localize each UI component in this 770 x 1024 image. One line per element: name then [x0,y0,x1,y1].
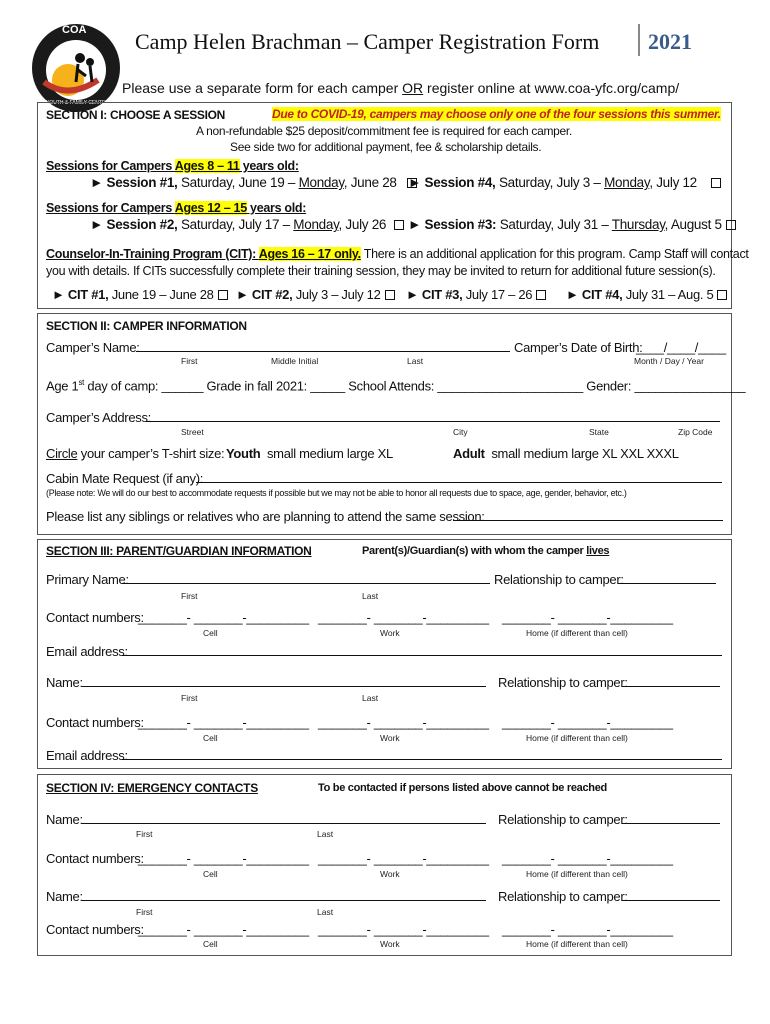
emergency-name-label: Name: [46,812,83,827]
siblings-field[interactable] [453,510,723,521]
work-caption: Work [380,869,400,879]
cit-2-checkbox[interactable] [385,290,395,300]
work-caption: Work [380,733,400,743]
home-phone-field[interactable]: _______- _______-_________ [502,922,673,937]
second-name-field[interactable] [82,676,486,687]
session-4-option[interactable] [408,175,721,190]
form-subtitle [122,80,679,96]
cit-description-2: you with details. If CITs successfully complete their training session, they may be invited to return for additional future session(s). [46,264,716,278]
section-3-heading: SECTION III: PARENT/GUARDIAN INFORMATION [46,544,312,558]
lives-word: lives [586,545,610,557]
session-2-checkbox[interactable] [394,220,404,230]
cit-4-dates: July 31 – Aug. 5 [622,287,714,302]
youth-label: Youth [226,446,261,461]
title-divider [638,24,640,56]
home-caption: Home (if different than cell) [526,939,628,949]
session-1-start: Saturday, June 19 – [177,175,299,190]
primary-relationship-label: Relationship to camper: [494,572,624,587]
last-caption: Last [317,907,334,917]
age-grade-school-gender-row[interactable] [46,378,745,393]
work-caption: Work [380,939,400,949]
session-2-option[interactable] [90,217,404,232]
zip-caption: Zip Code [678,427,713,437]
cit-heading: Counselor-In-Training Program (CIT): [46,247,259,261]
work-phone-field[interactable]: _______- _______-_________ [318,851,489,866]
work-caption: Work [380,628,400,638]
contact-numbers-label: Contact numbers: [46,851,144,866]
camper-name-field[interactable] [136,341,510,352]
cit-3-checkbox[interactable] [536,290,546,300]
cit-4-checkbox[interactable] [717,290,727,300]
address-label: Camper’s Address: [46,410,151,425]
tshirt-text: your camper’s T-shirt size: [77,446,225,461]
cell-caption: Cell [203,869,218,879]
cit-2-name: ► CIT #2, [236,287,293,302]
cell-caption: Cell [203,733,218,743]
adult-label: Adult [453,446,485,461]
camper-name-label: Camper’s Name: [46,340,140,355]
session-3-name: ► Session #3: [408,217,497,232]
emergency-relationship-field[interactable] [622,890,720,901]
page-title: Camp Helen Brachman – Camper Registration Form [135,29,600,54]
contact-numbers-label: Contact numbers: [46,610,144,625]
cit-ages: Ages 16 – 17 only. [258,247,361,261]
home-phone-field[interactable]: _______- _______-_________ [502,851,673,866]
adult-sizes[interactable] [453,446,679,461]
email-field[interactable] [122,749,722,760]
session-2-day: Monday [293,217,339,232]
cabin-label: Cabin Mate Request (if any): [46,471,204,486]
form-year: 2021 [648,29,692,54]
group-label-post: years old: [246,201,307,215]
cit-2-option[interactable] [236,287,395,302]
covid-notice: Due to COVID-19, campers may choose only one of the four sessions this summer. [272,107,721,121]
circle-word: Circle [46,446,78,461]
street-caption: Street [181,427,204,437]
state-caption: State [589,427,609,437]
session-2-start: Saturday, July 17 – [177,217,294,232]
group-ages: Ages 8 – 11 [174,159,240,173]
last-caption: Last [317,829,334,839]
session-4-day: Monday [604,175,650,190]
dob-label: Camper’s Date of Birth: [514,340,643,355]
adult-size-options[interactable]: small medium large XL XXL XXXL [491,446,679,461]
youth-size-options[interactable]: small medium large XL [266,446,393,461]
cit-1-name: ► CIT #1, [52,287,109,302]
primary-relationship-field[interactable] [618,573,716,584]
cabin-note: (Please note: We will do our best to accommodate requests if possible but we may not be able to honor all requests due to space, age, gender, behavior, etc.) [46,488,627,498]
dob-caption: Month / Day / Year [634,356,704,366]
cit-1-checkbox[interactable] [218,290,228,300]
cell-phone-field[interactable]: _______- _______-_________ [138,851,309,866]
group-8-11-heading [46,159,299,173]
cell-caption: Cell [203,939,218,949]
youth-sizes[interactable] [226,446,393,461]
contact-numbers-label: Contact numbers: [46,922,144,937]
group-ages: Ages 12 – 15 [174,201,247,215]
age-sup: st [78,378,85,387]
first-caption: First [136,907,153,917]
session-1-end: , June 28 [343,175,397,190]
session-1-name: ► Session #1, [90,175,178,190]
cit-1-option[interactable] [52,287,228,302]
middle-caption: Middle Initial [271,356,319,366]
emergency-name-label: Name: [46,889,83,904]
section-2-heading: SECTION II: CAMPER INFORMATION [46,319,247,333]
cit-text: There is an additional application for this program. Camp Staff will contact [360,247,749,261]
logo-ring-text: YOUTH & FAMILY CENTERS [46,100,113,106]
second-name-label: Name: [46,675,83,690]
first-caption: First [136,829,153,839]
group-label: Sessions for Campers [46,159,175,173]
cit-3-name: ► CIT #3, [406,287,463,302]
emergency-name-field[interactable] [82,813,486,824]
age-label: Age 1 [46,378,79,394]
session-4-name: ► Session #4, [408,175,496,190]
cit-4-name: ► CIT #4, [566,287,623,302]
session-1-option[interactable] [90,175,417,190]
work-phone-field[interactable]: _______- _______-_________ [318,922,489,937]
session-4-checkbox[interactable] [711,178,721,188]
first-caption: First [181,356,198,366]
last-caption: Last [362,693,379,703]
work-phone-field[interactable]: _______- _______-_________ [318,715,489,730]
last-caption: Last [362,591,379,601]
email-label: Email address: [46,644,128,659]
tshirt-label [46,446,224,461]
section-1-heading: SECTION I: CHOOSE A SESSION [46,108,226,122]
cell-caption: Cell [203,628,218,638]
session-1-day: Monday [298,175,344,190]
section-4-heading: SECTION IV: EMERGENCY CONTACTS [46,781,258,795]
email-label: Email address: [46,748,128,763]
cell-phone-field[interactable]: _______- _______-_________ [138,715,309,730]
session-3-day: Thursday [611,217,665,232]
second-relationship-label: Relationship to camper: [498,675,628,690]
first-caption: First [181,591,198,601]
cit-3-option[interactable] [406,287,546,302]
cit-1-dates: June 19 – June 28 [108,287,214,302]
emergency-relationship-label: Relationship to camper: [498,812,628,827]
group-label-post: years old: [239,159,299,173]
email-field[interactable] [122,645,722,656]
age-grade-fields[interactable]: day of camp: ______ Grade in fall 2021: _____ School Attends: _____________________ Gender: ________________ [84,378,746,394]
city-caption: City [453,427,468,437]
first-caption: First [181,693,198,703]
session-3-option[interactable] [408,217,736,232]
deposit-fee-note: A non-refundable $25 deposit/commitment fee is required for each camper. [196,124,572,138]
lives-text: Parent(s)/Guardian(s) with whom the camper [362,545,587,557]
primary-name-field[interactable] [122,573,490,584]
home-caption: Home (if different than cell) [526,733,628,743]
session-4-end: , July 12 [649,175,697,190]
primary-name-label: Primary Name: [46,572,129,587]
contact-numbers-label: Contact numbers: [46,715,144,730]
emergency-relationship-label: Relationship to camper: [498,889,628,904]
cell-phone-field[interactable]: _______- _______-_________ [138,922,309,937]
subtitle-or: OR [402,80,424,96]
home-phone-field[interactable]: _______- _______-_________ [502,715,673,730]
logo-text: COA [62,24,87,36]
group-12-15-heading [46,201,306,215]
session-2-end: , July 26 [338,217,387,232]
cell-phone-field[interactable]: _______- _______-_________ [138,610,309,625]
home-caption: Home (if different than cell) [526,869,628,879]
cit-description [46,247,749,261]
work-phone-field[interactable]: _______- _______-_________ [318,610,489,625]
dob-field[interactable]: ____/____/____ [636,340,726,355]
home-phone-field[interactable]: _______- _______-_________ [502,610,673,625]
see-side-two-note: See side two for additional payment, fee & scholarship details. [230,140,542,154]
emergency-note: To be contacted if persons listed above cannot be reached [318,782,607,794]
session-3-end: , August 5 [664,217,722,232]
address-field[interactable] [146,411,720,422]
cit-4-option[interactable] [566,287,727,302]
emergency-name-field[interactable] [82,890,486,901]
second-relationship-field[interactable] [622,676,720,687]
session-2-name: ► Session #2, [90,217,178,232]
last-caption: Last [407,356,424,366]
emergency-relationship-field[interactable] [622,813,720,824]
subtitle-text: Please use a separate form for each camper [122,80,403,96]
session-3-checkbox[interactable] [726,220,736,230]
session-3-start: Saturday, July 31 – [496,217,612,232]
cit-2-dates: July 3 – July 12 [292,287,381,302]
subtitle-url: register online at www.coa-yfc.org/camp/ [423,80,680,96]
cabin-field[interactable] [196,472,722,483]
lives-with-note [362,545,609,557]
cit-3-dates: July 17 – 26 [462,287,533,302]
group-label: Sessions for Campers [46,201,175,215]
siblings-label: Please list any siblings or relatives who are planning to attend the same session: [46,509,485,524]
session-4-start: Saturday, July 3 – [495,175,605,190]
home-caption: Home (if different than cell) [526,628,628,638]
